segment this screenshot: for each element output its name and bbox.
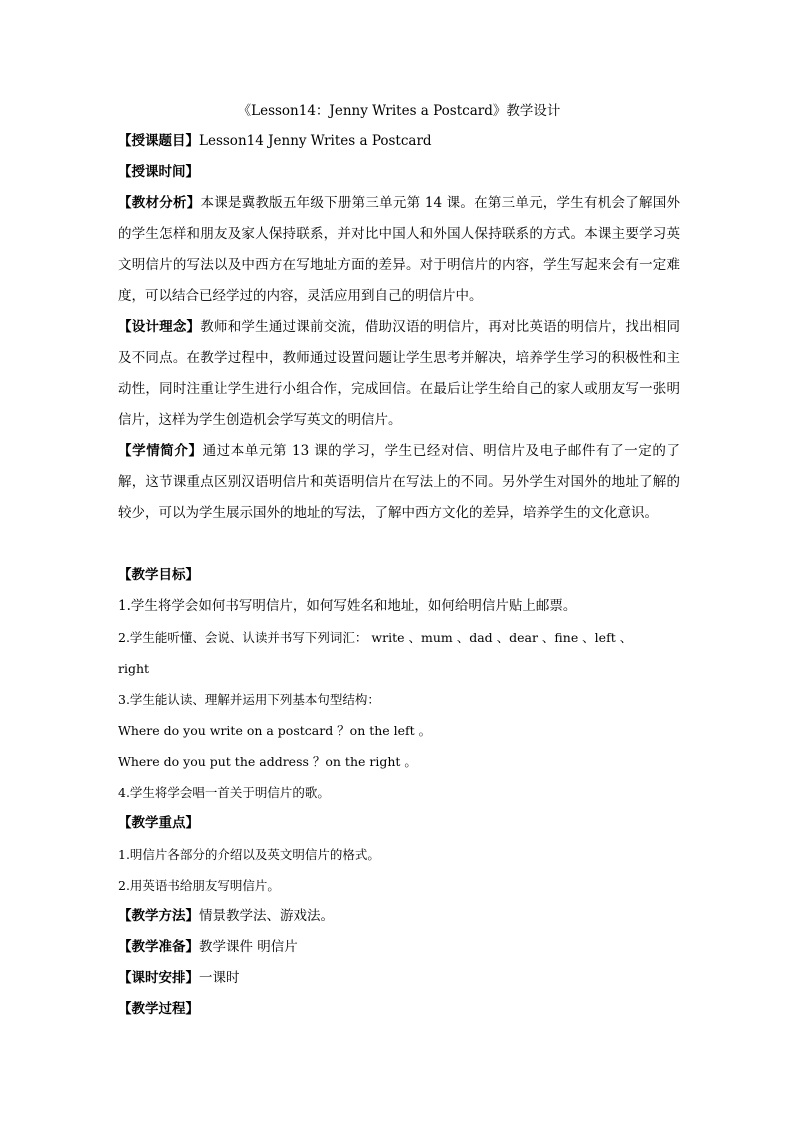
students-heading: 【学情简介】 xyxy=(118,443,203,459)
goal-1: 1.学生将学会如何书写明信片，如何写姓名和地址，如何给明信片贴上邮票。 xyxy=(118,598,577,614)
methods-text: 情景教学法、游戏法。 xyxy=(199,908,334,924)
schedule-heading: 【课时安排】 xyxy=(118,970,199,986)
key-points-heading: 【教学重点】 xyxy=(118,815,199,831)
analysis-text: 本课是冀教版五年级下册第三单元第 14 课。在第三单元，学生有机会了解国外的学生怎样和朋友及家人保持联系，并对比中国人和外国人保持联系的方式。本课主要学习英文明信片的写法以及中西方在写地址方面的差异。对于明信片的内容，学生写起来会有一定难度，可以结合已经学过的内容，灵活应用到自己的明信片中。 xyxy=(118,195,681,304)
prep-heading: 【教学准备】 xyxy=(118,939,199,955)
sentence-pattern-2: Where do you put the address ？on the right 。 xyxy=(118,754,417,769)
blank-line xyxy=(118,529,680,560)
prep-line xyxy=(118,932,680,963)
document-title: 《Lesson14：Jenny Writes a Postcard》教学设计 xyxy=(237,103,561,119)
time-line xyxy=(118,157,680,188)
analysis-heading: 【教材分析】 xyxy=(118,195,201,211)
time-heading: 【授课时间】 xyxy=(118,164,199,180)
key-point-2: 2.用英语书给朋友写明信片。 xyxy=(118,878,280,893)
concept-paragraph xyxy=(118,312,680,436)
process-line xyxy=(118,994,680,1025)
analysis-paragraph xyxy=(118,188,680,312)
students-text: 通过本单元第 13 课的学习，学生已经对信、明信片及电子邮件有了一定的了解，这节课重点区别汉语明信片和英语明信片在写法上的不同。另外学生对国外的地址了解的较少，可以为学生展示国外的地址的写法，了解中西方文化的差异，培养学生的文化意识。 xyxy=(118,443,680,521)
schedule-text: 一课时 xyxy=(199,970,240,986)
goal-2: 2.学生能听懂、会说、认读并书写下列词汇： write 、mum 、dad 、dear 、fine 、left 、 xyxy=(118,630,633,645)
topic-line xyxy=(118,126,680,157)
prep-text: 教学课件 明信片 xyxy=(199,939,298,955)
concept-heading: 【设计理念】 xyxy=(118,319,201,335)
sentence-pattern-1: Where do you write on a postcard ？on the left 。 xyxy=(118,723,432,738)
topic-text: Lesson14 Jenny Writes a Postcard xyxy=(199,133,432,149)
goal-4: 4.学生将学会唱一首关于明信片的歌。 xyxy=(118,785,330,800)
concept-text: 教师和学生通过课前交流，借助汉语的明信片，再对比英语的明信片，找出相同及不同点。在教学过程中，教师通过设置问题让学生思考并解决，培养学生学习的积极性和主动性，同时注重让学生进行小组合作，完成回信。在最后让学生给自己的家人或朋友写一张明信片，这样为学生创造机会学写英文的明信片。 xyxy=(118,319,681,428)
goal-2-continued: right xyxy=(118,661,150,676)
methods-line xyxy=(118,901,680,932)
schedule-line xyxy=(118,963,680,994)
goals-heading: 【教学目标】 xyxy=(118,567,199,583)
methods-heading: 【教学方法】 xyxy=(118,908,199,924)
key-points-line xyxy=(118,808,680,839)
students-paragraph xyxy=(118,436,680,529)
document-page xyxy=(118,96,680,1025)
topic-heading: 【授课题目】 xyxy=(118,133,199,149)
key-point-1: 1.明信片各部分的介绍以及英文明信片的格式。 xyxy=(118,847,380,862)
process-heading: 【教学过程】 xyxy=(118,1001,199,1017)
goal-3: 3.学生能认读、理解并运用下列基本句型结构： xyxy=(118,692,380,707)
goals-line xyxy=(118,560,680,591)
